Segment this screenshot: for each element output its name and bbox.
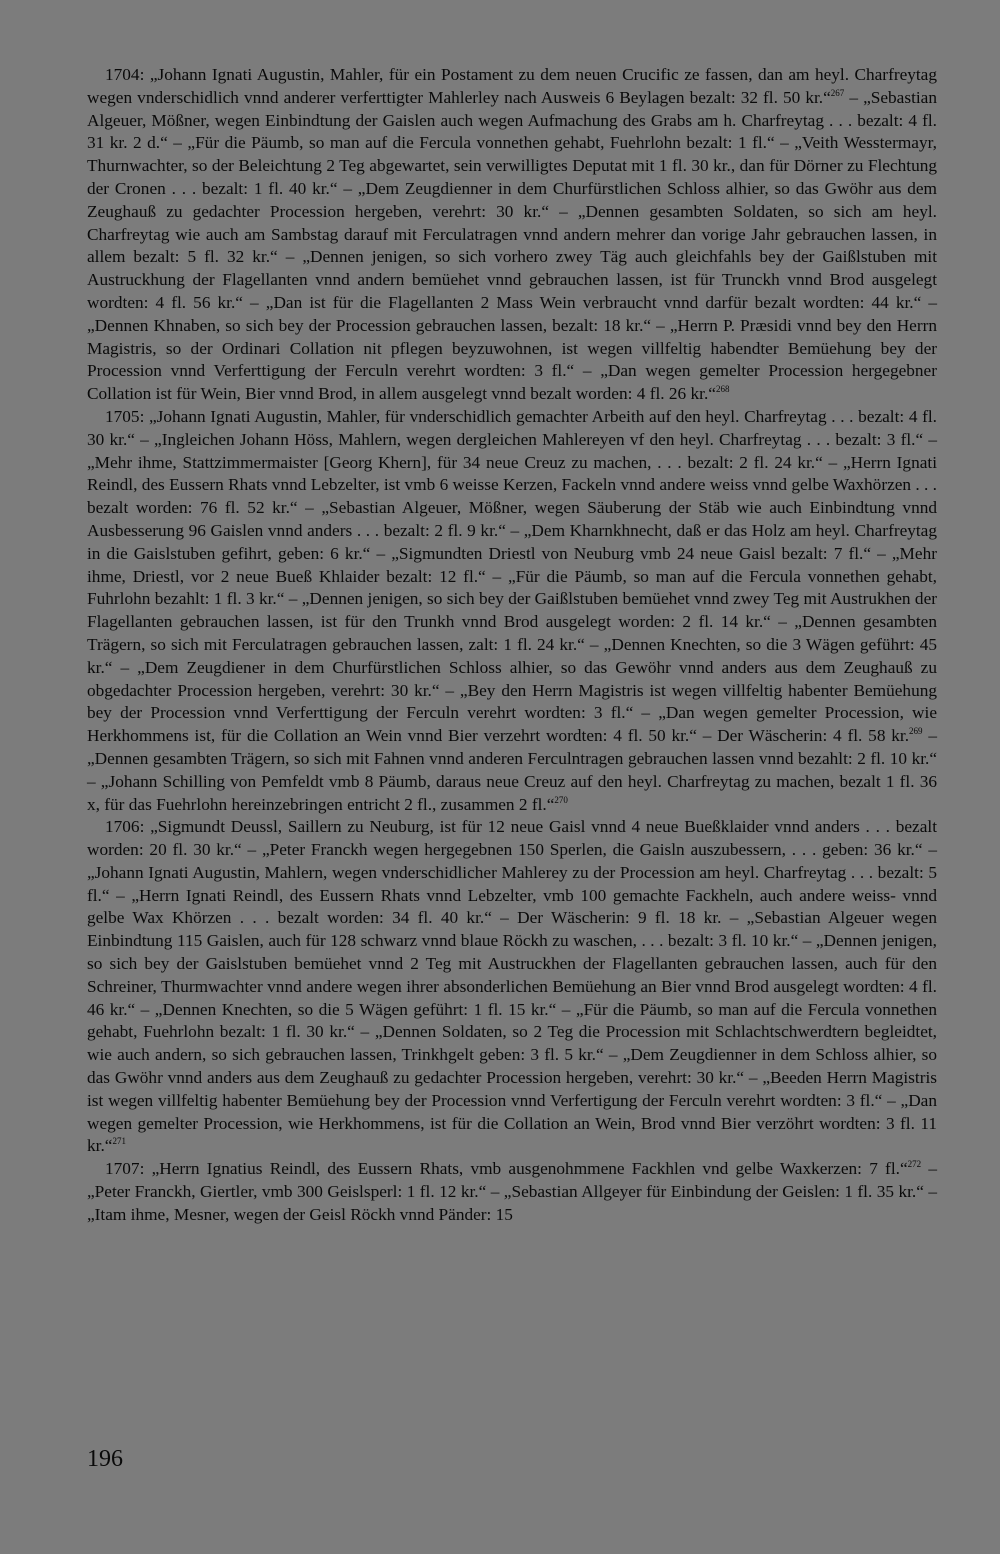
footnote-ref: 269 [909,726,923,737]
entry-text: – „Sebastian Algeuer, Mößner, wegen Einbindtung der Gaislen auch wegen Aufmachung des Grabs am h. Charfreytag . . . bezalt: 4 fl. 31 kr. 2 d.“ – „Für die Päumb, so man auf die Fercula vonnethen gehabt, Fuehrlohn bezalt: 1 fl.“ – „Veith Wesstermayr, Thurnwachter, so der Beleichtung 2 Teg abgewartet, sein verwilligtes Deputat mit 1 fl. 30 kr., dan für Dörner zu Flechtung der Cronen . . . bezalt: 1 fl. 40 kr.“ – „Dem Zeugdienner in dem Churfürstlichen Schloss alhier, so das Gwöhr aus dem Zeughauß zu gedachter Procession hergeben, verehrt: 30 kr.“ – „Dennen gesambten Soldaten, so sich am heyl. Charfreytag wie auch am Sambstag darauf mit Ferculatragen vnnd andern mehrer dan vorige Jahr gebrauchen lassen, in allem bezalt: 5 fl. 32 kr.“ – „Dennen jenigen, so sich vorhero zwey Täg auch gleichfahls bey der Gaißlstuben mit Austruckhung der Flagellanten vnnd andern bemüehet vnnd gebrauchen lassen, ist für Trunckh vnnd Brod ausgelegt wordten: 4 fl. 56 kr.“ – „Dan ist für die Flagellanten 2 Mass Wein verbraucht vnnd darfür bezalt wordten: 44 kr.“ – „Dennen Khnaben, so sich bey der Procession gebrauchen lassen, bezalt: 18 kr.“ – „Herrn P. Præsidi vnnd bey den Herrn Magistris, so der Ordinari Collation nit pflegen beyzuwohnen, ist wegen villfeltig habendter Bemüehung bey der Procession vnnd Verferttigung der Ferculn verehrt wordten: 3 fl.“ – „Dan wegen gemelter Procession hergegebner Collation ist für Wein, Bier vnnd Brod, in allem ausgelegt vnnd bezalt worden: 4 fl. 26 kr.“ [87,87,937,404]
entry-1705 [87,406,937,816]
footnote-ref: 272 [907,1159,922,1170]
entry-text: 1706: „Sigmundt Deussl, Saillern zu Neuburg, ist für 12 neue Gaisl vnnd 4 neue Bueßklaider vnnd anders . . . bezalt worden: 20 fl. 30 kr.“ – „Peter Franckh wegen hergegebnen 150 Sperlen, die Gaisln auszubessern, . . . geben: 36 kr.“ – „Johann Ignati Augustin, Mahlern, wegen vnderschidlicher Mahlerey zu der Procession am heyl. Charfreytag . . . bezalt: 5 fl.“ – „Herrn Ignati Reindl, des Eussern Rhats vnnd Lebzelter, vmb 100 gemachte Fackheln, auch andere weiss- vnnd gelbe Wax Khörzen . . . bezalt worden: 34 fl. 40 kr.“ – Der Wäscherin: 9 fl. 18 kr. – „Sebastian Algeuer wegen Einbindtung 115 Gaislen, auch für 128 schwarz vnnd blaue Röckh zu waschen, . . . bezalt: 3 fl. 10 kr.“ – „Dennen jenigen, so sich bey der Gaislstuben bemüehet vnnd 2 Teg mit Austruckhen der Flagellanten gebrauchen lassen, auch für den Schreiner, Thurmwachter vnnd andere wegen ihrer absonderlichen Bemüehung an Bier vnnd Brod ausgelegt wordten: 4 fl. 46 kr.“ – „Dennen Knechten, so die 5 Wägen geführt: 1 fl. 15 kr.“ – „Für die Päumb, so man auf die Fercula vonnethen gehabt, Fuehrlohn bezalt: 1 fl. 30 kr.“ – „Dennen Soldaten, so 2 Teg die Procession mit Schlachtschwerdtern begleidtet, wie auch andern, so sich gebrauchen lassen, Trinkhgelt geben: 3 fl. 5 kr.“ – „Dem Zeugdienner in dem Schloss alhier, so das Gwöhr vnnd anders aus dem Zeughauß zu gedachter Procession hergeben, verehrt: 30 kr.“ – „Beeden Herrn Magistris ist wegen villfeltig habenter Bemüehung bey der Procession vnnd Verfertigung der Ferculn verehrt wordten: 3 fl.“ – „Dan wegen gemelter Procession, wie Herkhommens, ist für die Collation an Wein, Brod vnnd Bier verzöhrt wordten: 3 fl. 11 kr.“ [87,817,937,1156]
entry-text: – „Dennen gesambten Trägern, so sich mit Fahnen vnnd anderen Ferculntragen gebrauchen lassen vnnd bezahlt: 2 fl. 10 kr.“ – „Johann Schilling von Pemfeldt vmb 8 Päumb, daraus neue Creuz auf den heyl. Charfreytag zu machen, bezalt 1 fl. 36 x, für das Fuehrlohn hereinzebringen entricht 2 fl., zusammen 2 fl.“ [87,726,937,814]
entry-1707 [87,1158,937,1226]
entry-text: 1705: „Johann Ignati Augustin, Mahler, für vnderschidlich gemachter Arbeith auf den heyl. Charfreytag . . . bezalt: 4 fl. 30 kr.“ – „Ingleichen Johann Höss, Mahlern, wegen dergleichen Mahlereyen vf den heyl. Charfreytag . . . bezalt: 3 fl.“ – „Mehr ihme, Stattzimmermaister [Georg Khern], für 34 neue Creuz zu machen, . . . bezalt: 2 fl. 24 kr.“ – „Herrn Ignati Reindl, des Eussern Rhats vnnd Lebzelter, ist vmb 6 weisse Kerzen, Fackeln vnnd andere weiss vnnd gelbe Waxhörzen . . . bezalt worden: 76 fl. 52 kr.“ – „Sebastian Algeuer, Mößner, wegen Säuberung der Stäb wie auch Einbindtung vnnd Ausbesserung 96 Gaislen vnnd anders . . . bezalt: 2 fl. 9 kr.“ – „Dem Kharnkhnecht, daß er das Holz am heyl. Charfreytag in die Gaislstuben gefihrt, geben: 6 kr.“ – „Sigmundten Driestl von Neuburg vmb 24 neue Gaisl bezalt: 7 fl.“ – „Mehr ihme, Driestl, vor 2 neue Bueß Khlaider bezalt: 12 fl.“ – „Für die Päumb, so man auf die Fercula vonnethen gehabt, Fuhrlohn bezahlt: 1 fl. 3 kr.“ – „Dennen jenigen, so sich bey der Gaißlstuben bemüehet vnnd zwey Teg mit Austrukhen der Flagellanten gebrauchen lassen, ist für den Trunkh vnnd Brod ausgelegt worden: 2 fl. 14 kr.“ – „Dennen gesambten Trägern, so sich mit Ferculatragen gebrauchen lassen, zalt: 1 fl. 24 kr.“ – „Dennen Knechten, so die 3 Wägen geführt: 45 kr.“ – „Dem Zeugdiener in dem Churfürstlichen Schloss alhier, so das Gewöhr vnnd anders aus dem Zeughauß zu obgedachter Procession hergeben, verehrt: 30 kr.“ – „Bey den Herrn Magistris ist wegen villfeltig habenter Bemüehung bey der Procession vnnd Verferttigung der Ferculn verehrt wordten: 3 fl.“ – „Dan wegen gemelter Procession, wie Herkhommens ist, für die Collation an Wein vnnd Bier verzehrt wordten: 4 fl. 50 kr.“ – Der Wäscherin: 4 fl. 58 kr. [87,406,937,746]
body-text [87,64,937,1227]
footnote-ref: 271 [112,1136,126,1147]
footnote-ref: 268 [715,384,730,395]
footnote-ref: 267 [830,87,845,98]
entry-text: 1704: „Johann Ignati Augustin, Mahler, für ein Postament zu dem neuen Crucific ze fassen, dan am heyl. Charfreytag wegen vnderschidlich vnnd anderer verferttigter Mahlerley nach Ausweis 6 Beylagen bezalt: 32 fl. 50 kr.“ [87,65,937,107]
entry-1704 [87,64,937,406]
entry-1706 [87,816,937,1158]
footnote-ref: 270 [554,794,568,805]
page-number: 196 [87,1446,123,1472]
entry-text: – „Peter Franckh, Giertler, vmb 300 Geislsperl: 1 fl. 12 kr.“ – „Sebastian Allgeyer für Einbindung der Geislen: 1 fl. 35 kr.“ – „Itam ihme, Mesner, wegen der Geisl Röckh vnnd Pänder: 15 [87,1159,937,1224]
entry-text: 1707: „Herrn Ignatius Reindl, des Eussern Rhats, vmb ausgenohmmene Fackhlen vnd gelbe Waxkerzen: 7 fl.“ [105,1159,908,1179]
